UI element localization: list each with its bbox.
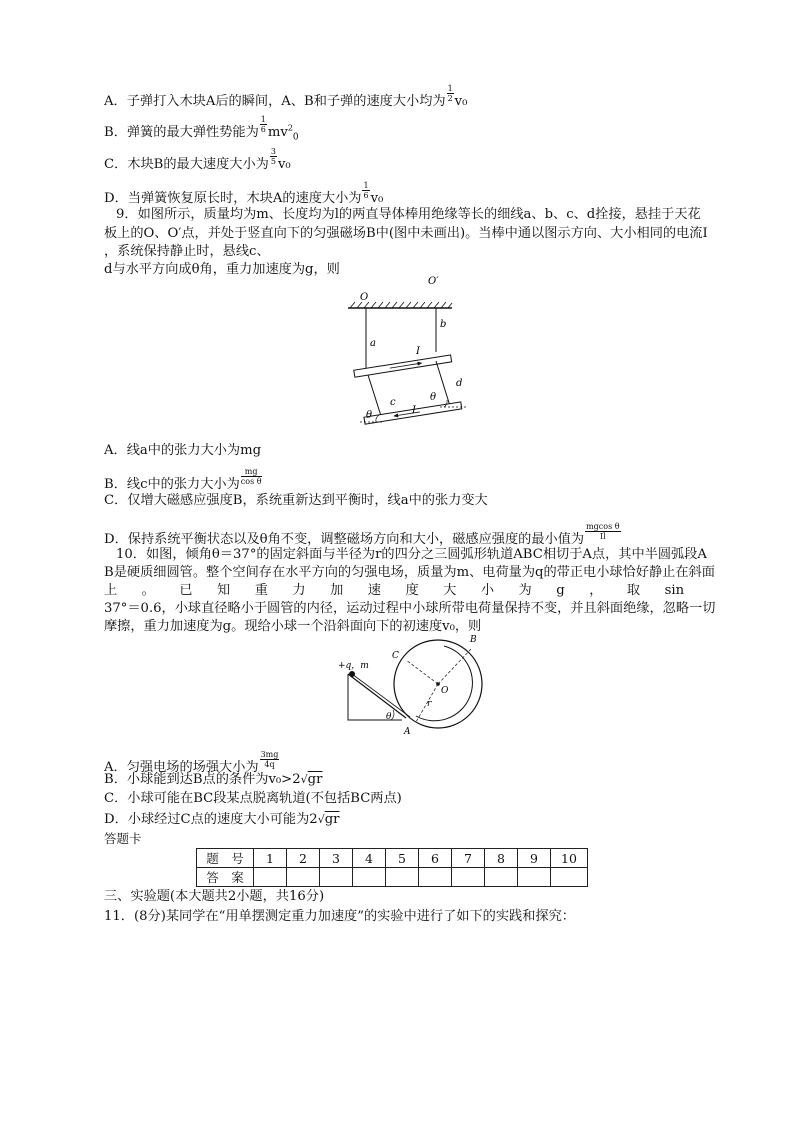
label-d: d [456,378,463,389]
question-number-cell: 4 [353,849,386,868]
answer-cell[interactable] [485,868,518,887]
answer-card-table [196,848,588,887]
answer-cell[interactable] [254,868,287,887]
q9-option-a: A．线a中的张力大小为mg [104,443,262,458]
q9-option-d: D．保持系统平衡状态以及θ角不变，调整磁场方向和大小，磁感应强度的最小值为 $\frac{\text{mgcos θ}}{Il}$ [104,522,620,547]
q11-stem: 11．(8分)某同学在“用单摆测定重力加速度”的实验中进行了如下的实践和探究： [104,909,575,924]
label-b: b [440,319,447,330]
q10-option-c: C．小球可能在BC段某点脱离轨道(不包括BC两点) [104,791,402,806]
answer-cell[interactable] [287,868,320,887]
q8-option-a: A．子弹打入木块A后的瞬间，A、B和子弹的速度大小均为 $\frac{1}{2}$ v₀ [104,84,468,109]
radius-C [406,660,438,684]
question-number-cell: 5 [386,849,419,868]
label-theta-d: θ [430,392,437,403]
table-row [197,868,588,887]
q9-option-b: B．线c中的张力大小为 $\frac{mg}{\text{cos θ}}$ [104,467,262,492]
q9-stem-line: 板上的O、O′点，并处于竖直向下的匀强磁场B中(图中未画出)。当棒中通以图示方向、大小相同的电流I [104,226,708,241]
answer-card-title: 答题卡 [104,831,142,846]
fraction: $\frac{3}{5}$ [270,147,276,166]
section-heading: 三、实验题(本大题共2小题，共16分) [104,889,325,904]
center-point [436,682,440,686]
answer-cell[interactable] [452,868,485,887]
label-charge: +q，m [338,661,369,671]
label-I-lower: I [412,405,416,416]
angle-arc [391,710,394,720]
answer-cell[interactable] [386,868,419,887]
q10-option-b: B．小球能到达B点的条件为v₀>2√gr [104,772,323,787]
row-label-number: 题 号 [197,849,254,868]
q9-option-c: C．仅增大磁感应强度B，系统重新达到平衡时，线a中的张力变大 [104,493,488,508]
question-number-cell: 6 [419,849,452,868]
label-O-prime: O′ [428,276,439,287]
fraction: $\frac{1}{6}$ [363,181,369,200]
label-r: r [427,699,432,709]
fraction: $\frac{1}{2}$ [447,84,453,103]
q10-option-a: A．匀强电场的场强大小为 $\frac{3mg}{4q}$ [104,750,279,775]
fraction: $\frac{3mg}{4q}$ [260,750,279,769]
q9-stem-line: ，系统保持静止时，悬线c、 [104,244,270,259]
row-label-answer: 答 案 [197,868,254,887]
radius-B [438,648,472,684]
q10-stem-line: 上。已知重力加速度大小为g，取sin [104,583,685,598]
incline-surface [348,674,406,718]
q10-stem-line: B是硬质细圆管。整个空间存在水平方向的匀强电场，质量为m、电荷量为q的带正电小球恰好静止在斜面 [104,565,715,580]
label-theta: θ [386,712,392,722]
question-number-cell: 3 [320,849,353,868]
label-O: O [441,686,449,696]
answer-cell[interactable] [419,868,452,887]
q9-stem-line: d与水平方向成θ角，重力加速度为g，则 [104,262,340,277]
tube-inner [416,646,472,721]
label-C: C [392,651,399,661]
upper-rod [354,355,452,377]
answer-cell[interactable] [551,868,588,887]
table-row [197,849,588,868]
label-I-upper: I [416,346,420,357]
label-B: B [470,635,477,645]
question-number-cell: 10 [551,849,588,868]
label-theta-c: θ [366,410,373,421]
q8-option-c: C．木块B的最大速度大小为 $\frac{3}{5}$ v₀ [104,147,291,172]
answer-cell[interactable] [518,868,551,887]
q9-diagram [340,272,480,442]
q8-option-b: B．弹簧的最大弹性势能为 $\frac{1}{6}$ $mv^2_0$ [104,115,299,143]
fraction: $\frac{1}{6}$ [260,115,266,134]
q10-option-d: D．小球经过C点的速度大小可能为2√gr [104,812,340,827]
fraction: $\frac{\text{mgcos θ}}{Il}$ [586,522,620,541]
incline-surface-edge [352,674,410,717]
q10-stem-line: 10．如图，倾角θ＝37°的固定斜面与半径为r的四分之三圆弧形轨道ABC相切于A点，其中半圆弧段A [116,547,707,562]
question-number-cell: 1 [254,849,287,868]
question-number-cell: 8 [485,849,518,868]
q10-stem-line: 37°＝0.6，小球直径略小于圆管的内径，运动过程中小球所带电荷量保持不变，并且斜面绝缘，忽略一切 [104,601,716,616]
label-a: a [370,338,376,349]
q9-stem-line: 9．如图所示，质量均为m、长度均为l的两直导体棒用绝缘等长的细线a、b、c、d拴接，悬挂于天花 [116,207,701,222]
fraction: $\frac{mg}{\text{cos θ}}$ [240,467,262,486]
label-O: O [360,292,369,303]
q10-stem-line: 摩擦，重力加速度为g。现给小球一个沿斜面向下的初速度v₀，则 [104,619,482,634]
question-number-cell: 9 [518,849,551,868]
label-c: c [390,397,396,408]
q8-option-d: D．当弹簧恢复原长时，木块A的速度大小为 $\frac{1}{6}$ v₀ [104,181,384,206]
question-number-cell: 7 [452,849,485,868]
q10-diagram [334,630,494,740]
question-number-cell: 2 [287,849,320,868]
answer-cell[interactable] [353,868,386,887]
charged-ball [349,671,355,677]
answer-cell[interactable] [320,868,353,887]
label-A: A [404,727,411,737]
thread-d [436,361,450,406]
